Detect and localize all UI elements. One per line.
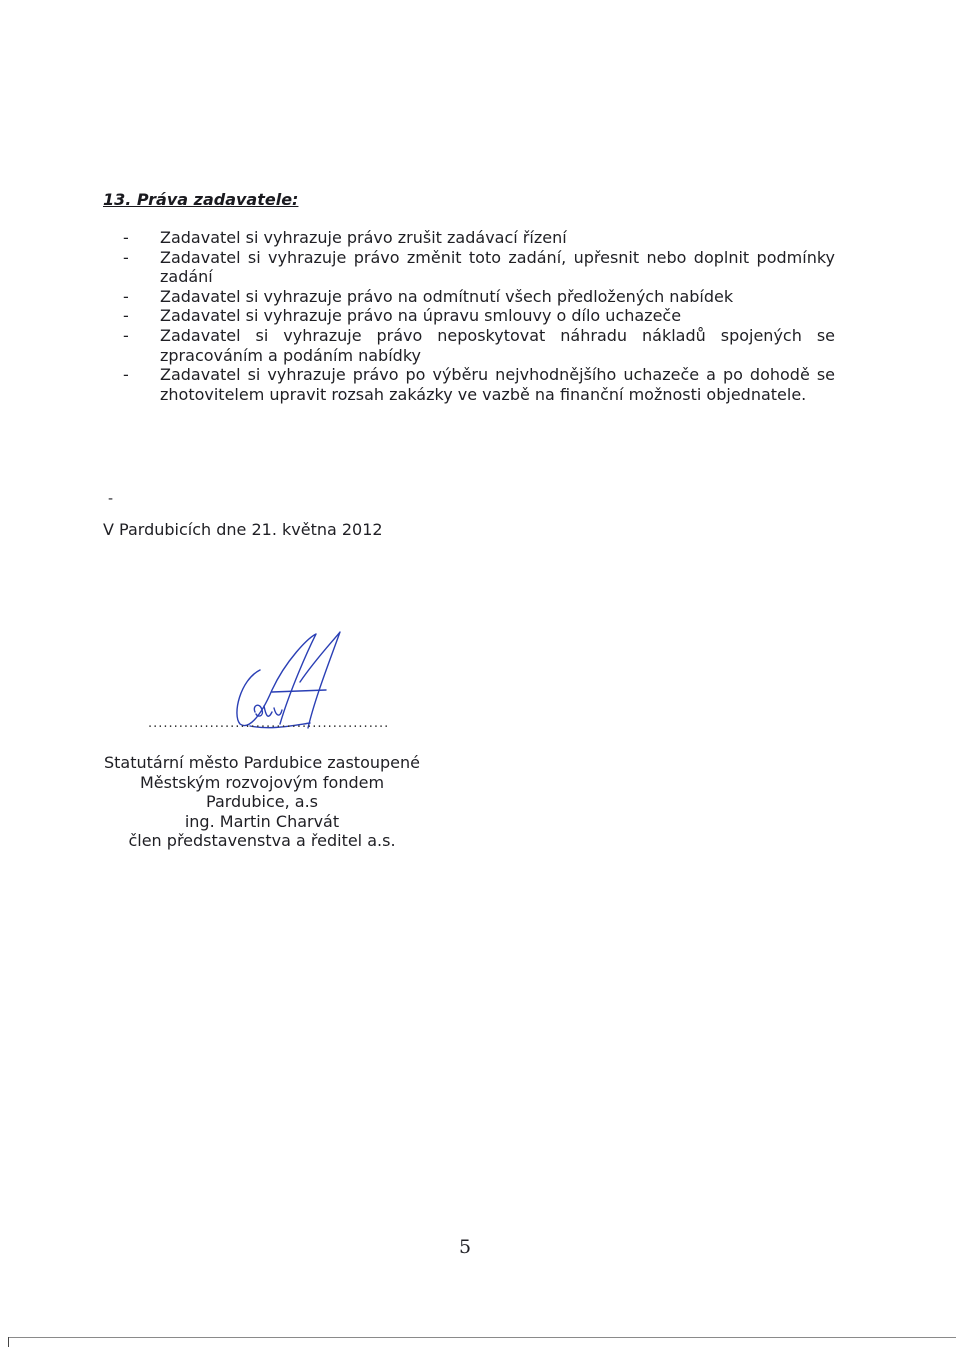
list-bullet: - bbox=[123, 247, 129, 267]
section-heading: 13. Práva zadavatele: bbox=[103, 190, 299, 209]
list-item bbox=[119, 365, 835, 404]
list-item bbox=[119, 248, 835, 287]
signatory-line: Městským rozvojovým fondem bbox=[139, 772, 385, 792]
list-item bbox=[119, 306, 835, 326]
list-bullet: - bbox=[123, 365, 129, 385]
signature-line: ............................................... bbox=[148, 716, 390, 731]
signatory-line: Pardubice, a.s bbox=[206, 792, 318, 812]
signature-block bbox=[140, 620, 390, 740]
list-item-text: Zadavatel si vyhrazuje právo na odmítnutí všech předložených nabídek bbox=[160, 286, 734, 306]
list-bullet: - bbox=[123, 228, 129, 247]
list-item-text: Zadavatel si vyhrazuje právo na úpravu smlouvy o dílo uchazeče bbox=[160, 306, 682, 326]
bottom-divider bbox=[8, 1337, 956, 1338]
list-item bbox=[119, 228, 835, 248]
list-item-text: Zadavatel si vyhrazuje právo neposkytovat náhradu nákladů spojených se zpracováním a podáním nabídky bbox=[160, 325, 835, 365]
corner-tick bbox=[8, 1337, 9, 1347]
list-item-text: Zadavatel si vyhrazuje právo zrušit zadávací řízení bbox=[160, 228, 567, 247]
list-item-text: Zadavatel si vyhrazuje právo po výběru nejvhodnějšího uchazeče a po dohodě se zhotovitelem upravit rozsah zakázky ve vazbě na finanční možnosti objednatele. bbox=[160, 365, 835, 404]
list-bullet: - bbox=[123, 286, 129, 306]
list-item-text: Zadavatel si vyhrazuje právo změnit toto zadání, upřesnit nebo doplnit podmínky zadání bbox=[160, 247, 835, 287]
stray-dash: - bbox=[108, 491, 114, 507]
place-date: V Pardubicích dne 21. května 2012 bbox=[103, 520, 383, 539]
signatory-line: Statutární město Pardubice zastoupené bbox=[104, 753, 420, 772]
signatory-line: člen představenstva a ředitel a.s. bbox=[128, 831, 396, 851]
signatory-block bbox=[100, 753, 424, 851]
list-item bbox=[119, 287, 835, 307]
rights-list bbox=[119, 228, 835, 404]
list-bullet: - bbox=[123, 306, 129, 326]
list-bullet: - bbox=[123, 325, 129, 345]
page-number: 5 bbox=[458, 1236, 472, 1258]
signatory-line: ing. Martin Charvát bbox=[184, 811, 340, 831]
list-item bbox=[119, 326, 835, 365]
